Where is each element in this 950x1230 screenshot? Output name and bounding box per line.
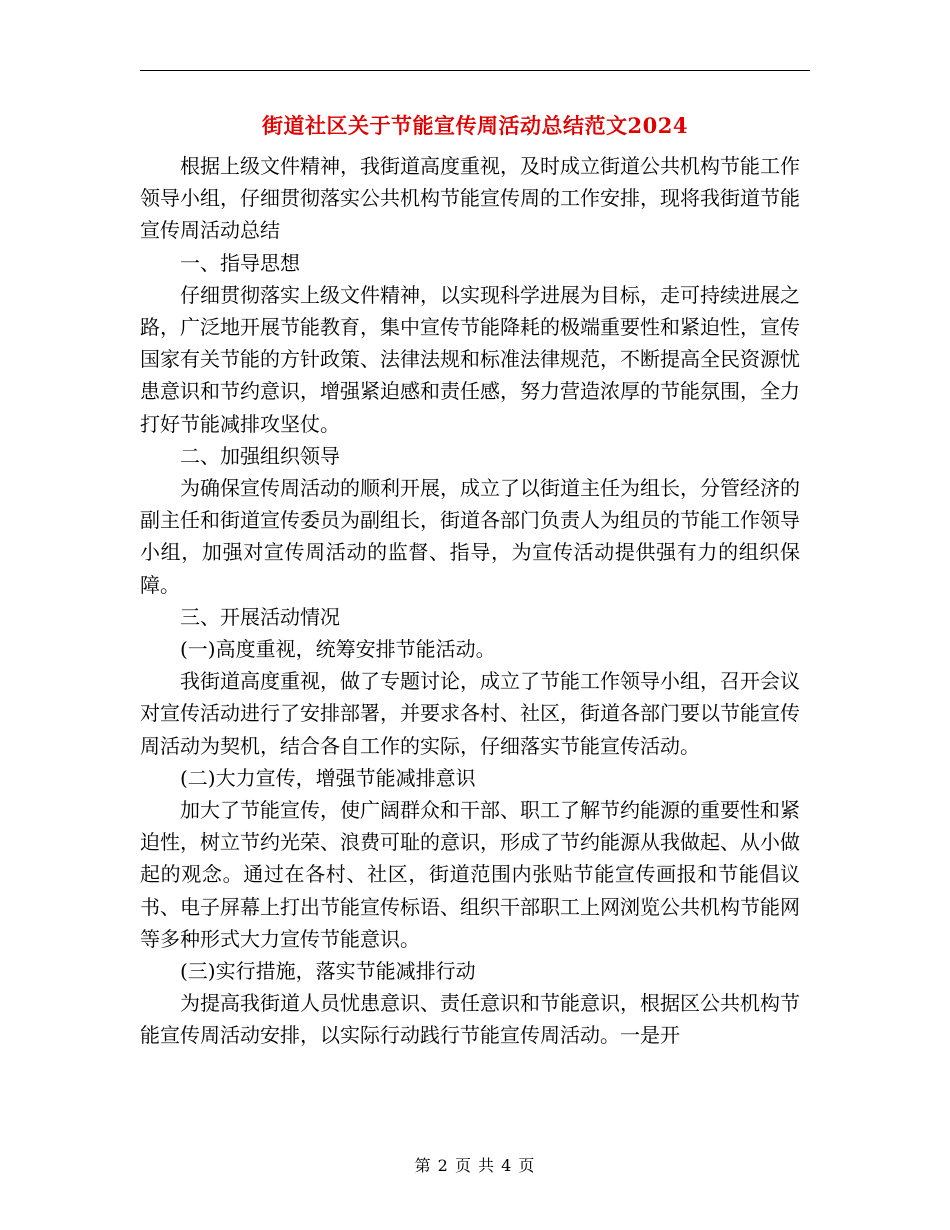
- paragraph-intro: 根据上级文件精神，我街道高度重视，及时成立街道公共机构节能工作领导小组，仔细贯彻落实公共机构节能宣传周的工作安排，现将我街道节能宣传周活动总结: [140, 154, 800, 243]
- subheading-publicity: (二)大力宣传，增强节能减排意识: [180, 765, 476, 790]
- document-title: 街道社区关于节能宣传周活动总结范文2024: [262, 113, 688, 138]
- page-number-footer: 第 2 页 共 4 页: [414, 1156, 536, 1175]
- heading-activities: 三、开展活动情况: [180, 604, 340, 629]
- heading-organization-leadership: 二、加强组织领导: [180, 443, 340, 468]
- subheading-arrangement: (一)高度重视，统筹安排节能活动。: [180, 637, 496, 662]
- paragraph-arrangement: 我街道高度重视，做了专题讨论，成立了节能工作领导小组，召开会议对宣传活动进行了安排部署，并要求各村、社区，街道各部门要以节能宣传周活动为契机，结合各自工作的实际，仔细落实节能宣传活动。: [140, 669, 800, 758]
- paragraph-organization-leadership: 为确保宣传周活动的顺利开展，成立了以街道主任为组长，分管经济的副主任和街道宣传委员为副组长，街道各部门负责人为组员的节能工作领导小组，加强对宣传周活动的监督、指导，为宣传活动提供强有力的组织保障。: [140, 476, 800, 597]
- header-rule: [140, 70, 810, 71]
- paragraph-measures: 为提高我街道人员忧患意识、责任意识和节能意识，根据区公共机构节能宣传周活动安排，以实际行动践行节能宣传周活动。一是开: [140, 991, 800, 1048]
- heading-guiding-ideology: 一、指导思想: [180, 250, 300, 275]
- paragraph-guiding-ideology: 仔细贯彻落实上级文件精神，以实现科学进展为目标，走可持续进展之路，广泛地开展节能教育，集中宣传节能降耗的极端重要性和紧迫性，宣传国家有关节能的方针政策、法律法规和标准法律规范，不断提高全民资源忧患意识和节约意识，增强紧迫感和责任感，努力营造浓厚的节能氛围，全力打好节能减排攻坚仗。: [140, 282, 800, 436]
- paragraph-publicity: 加大了节能宣传，使广阔群众和干部、职工了解节约能源的重要性和紧迫性，树立节约光荣、浪费可耻的意识，形成了节约能源从我做起、从小做起的观念。通过在各村、社区，街道范围内张贴节能宣传画报和节能倡议书、电子屏幕上打出节能宣传标语、组织干部职工上网浏览公共机构节能网等多种形式大力宣传节能意识。: [140, 798, 800, 951]
- document-body: [140, 150, 800, 1052]
- subheading-measures: (三)实行措施，落实节能减排行动: [180, 959, 476, 984]
